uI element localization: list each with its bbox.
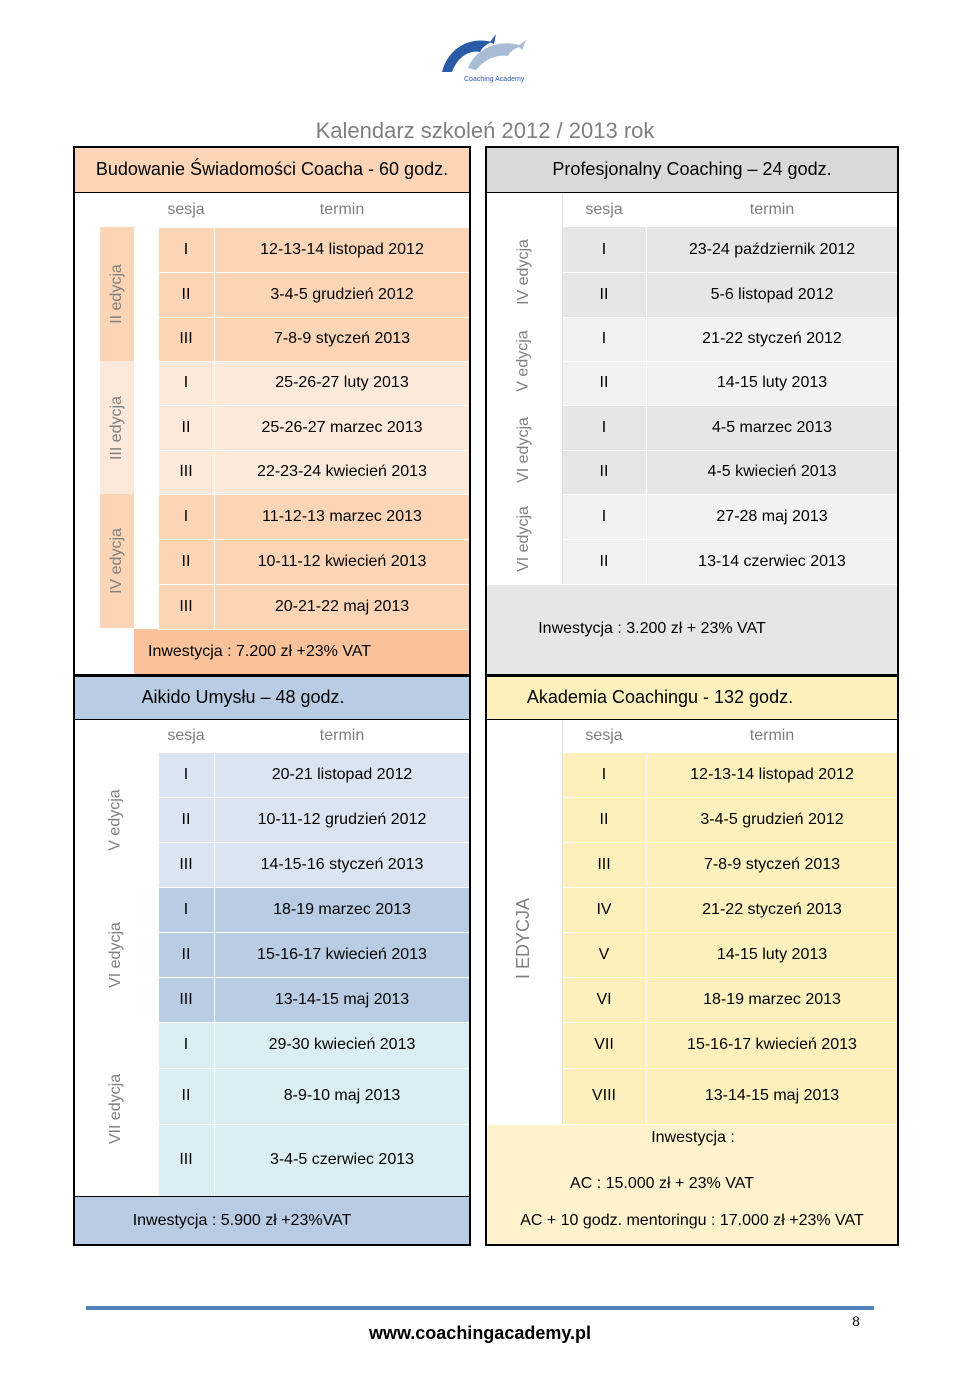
- course2-edition-v: V edycja: [486, 317, 562, 405]
- course1-edition-iv: IV edycja: [100, 494, 134, 628]
- course2-edition-vi-a: VI edycja: [486, 405, 562, 494]
- table-row: VII 15-16-17 kwiecień 2013: [562, 1022, 898, 1068]
- table-row: I 25-26-27 luty 2013: [158, 361, 470, 405]
- table-row: I 18-19 marzec 2013: [158, 887, 470, 932]
- table-row: II 8-9-10 maj 2013: [158, 1068, 470, 1124]
- table-row: III 13-14-15 maj 2013: [158, 977, 470, 1022]
- course2-investment: Inwestycja : 3.200 zł + 23% VAT: [486, 584, 898, 674]
- course1-edition-iii: III edycja: [100, 361, 134, 494]
- table-row: I 4-5 marzec 2013: [562, 405, 898, 450]
- table-row: II 3-4-5 grudzień 2012: [158, 272, 470, 317]
- course1-investment: Inwestycja : 7.200 zł +23% VAT: [148, 642, 372, 660]
- course3-title: Aikido Umysłu – 48 godz.: [74, 676, 470, 719]
- course2-edition-vi-b: VI edycja: [486, 494, 562, 584]
- course1-term-header: termin: [319, 200, 365, 218]
- footer-url: www.coachingacademy.pl: [368, 1322, 592, 1343]
- course1-edition-ii: II edycja: [100, 227, 134, 361]
- table-row: I 21-22 styczeń 2012: [562, 317, 898, 361]
- table-row: VI 18-19 marzec 2013: [562, 977, 898, 1022]
- table-row: I 12-13-14 listopad 2012: [158, 227, 470, 272]
- footer-rule: [86, 1306, 874, 1310]
- course2-edition-iv: IV edycja: [486, 227, 562, 317]
- table-row: III 20-21-22 maj 2013: [158, 584, 470, 629]
- table-row: III 7-8-9 styczeń 2013: [158, 317, 470, 361]
- course4-session-header: sesja: [585, 726, 623, 744]
- table-row: II 13-14 czerwiec 2013: [562, 539, 898, 584]
- table-row: III 14-15-16 styczeń 2013: [158, 842, 470, 887]
- page-title: Kalendarz szkoleń 2012 / 2013 rok: [315, 118, 655, 143]
- course3-term-header: termin: [319, 726, 365, 744]
- table-row: V 14-15 luty 2013: [562, 932, 898, 977]
- table-row: I 23-24 październik 2012: [562, 227, 898, 272]
- table-row: II 10-11-12 kwiecień 2013: [158, 539, 470, 584]
- table-row: I 12-13-14 listopad 2012: [562, 752, 898, 797]
- course3-edition-vi: VI edycja: [74, 887, 158, 1022]
- table-row: II 25-26-27 marzec 2013: [158, 405, 470, 450]
- course4-investment-ac: AC : 15.000 zł + 23% VAT: [570, 1175, 754, 1192]
- table-row: II 5-6 listopad 2012: [562, 272, 898, 317]
- course2-term-header: termin: [749, 200, 795, 218]
- table-row: II 15-16-17 kwiecień 2013: [158, 932, 470, 977]
- course2-session-header: sesja: [585, 200, 623, 218]
- logo: [430, 28, 540, 88]
- course4-edition: I EDYCJA: [486, 752, 562, 1124]
- table-row: I 20-21 listopad 2012: [158, 752, 470, 797]
- table-row: III 7-8-9 styczeń 2013: [562, 842, 898, 887]
- page-number: 8: [852, 1313, 860, 1330]
- table-row: III 22-23-24 kwiecień 2013: [158, 450, 470, 494]
- course4-investment-mentoring: AC + 10 godz. mentoringu : 17.000 zł +23% VAT: [520, 1212, 864, 1229]
- course1-title: Budowanie Świadomości Coacha - 60 godz.: [74, 147, 470, 192]
- course3-edition-v: V edycja: [74, 752, 158, 887]
- table-row: II 10-11-12 grudzień 2012: [158, 797, 470, 842]
- course4-title: Akademia Coachingu - 132 godz.: [486, 676, 898, 719]
- course1-session-header: sesja: [167, 200, 205, 218]
- table-row: VIII 13-14-15 maj 2013: [562, 1068, 898, 1124]
- brand-name: Coaching Academy: [464, 76, 525, 83]
- table-row: I 11-12-13 marzec 2013: [158, 494, 470, 539]
- course4-investment-label: Inwestycja :: [651, 1129, 735, 1146]
- table-row: II 14-15 luty 2013: [562, 361, 898, 405]
- table-row: I 27-28 maj 2013: [562, 494, 898, 539]
- table-row: III 3-4-5 czerwiec 2013: [158, 1124, 470, 1196]
- course3-investment: Inwestycja : 5.900 zł +23%VAT: [74, 1196, 470, 1245]
- course3-session-header: sesja: [167, 726, 205, 744]
- course3-edition-vii: VII edycja: [74, 1022, 158, 1196]
- table-row: II 3-4-5 grudzień 2012: [562, 797, 898, 842]
- table-row: II 4-5 kwiecień 2013: [562, 450, 898, 494]
- table-row: IV 21-22 styczeń 2013: [562, 887, 898, 932]
- course2-title: Profesjonalny Coaching – 24 godz.: [486, 147, 898, 192]
- table-row: I 29-30 kwiecień 2013: [158, 1022, 470, 1068]
- course4-term-header: termin: [749, 726, 795, 744]
